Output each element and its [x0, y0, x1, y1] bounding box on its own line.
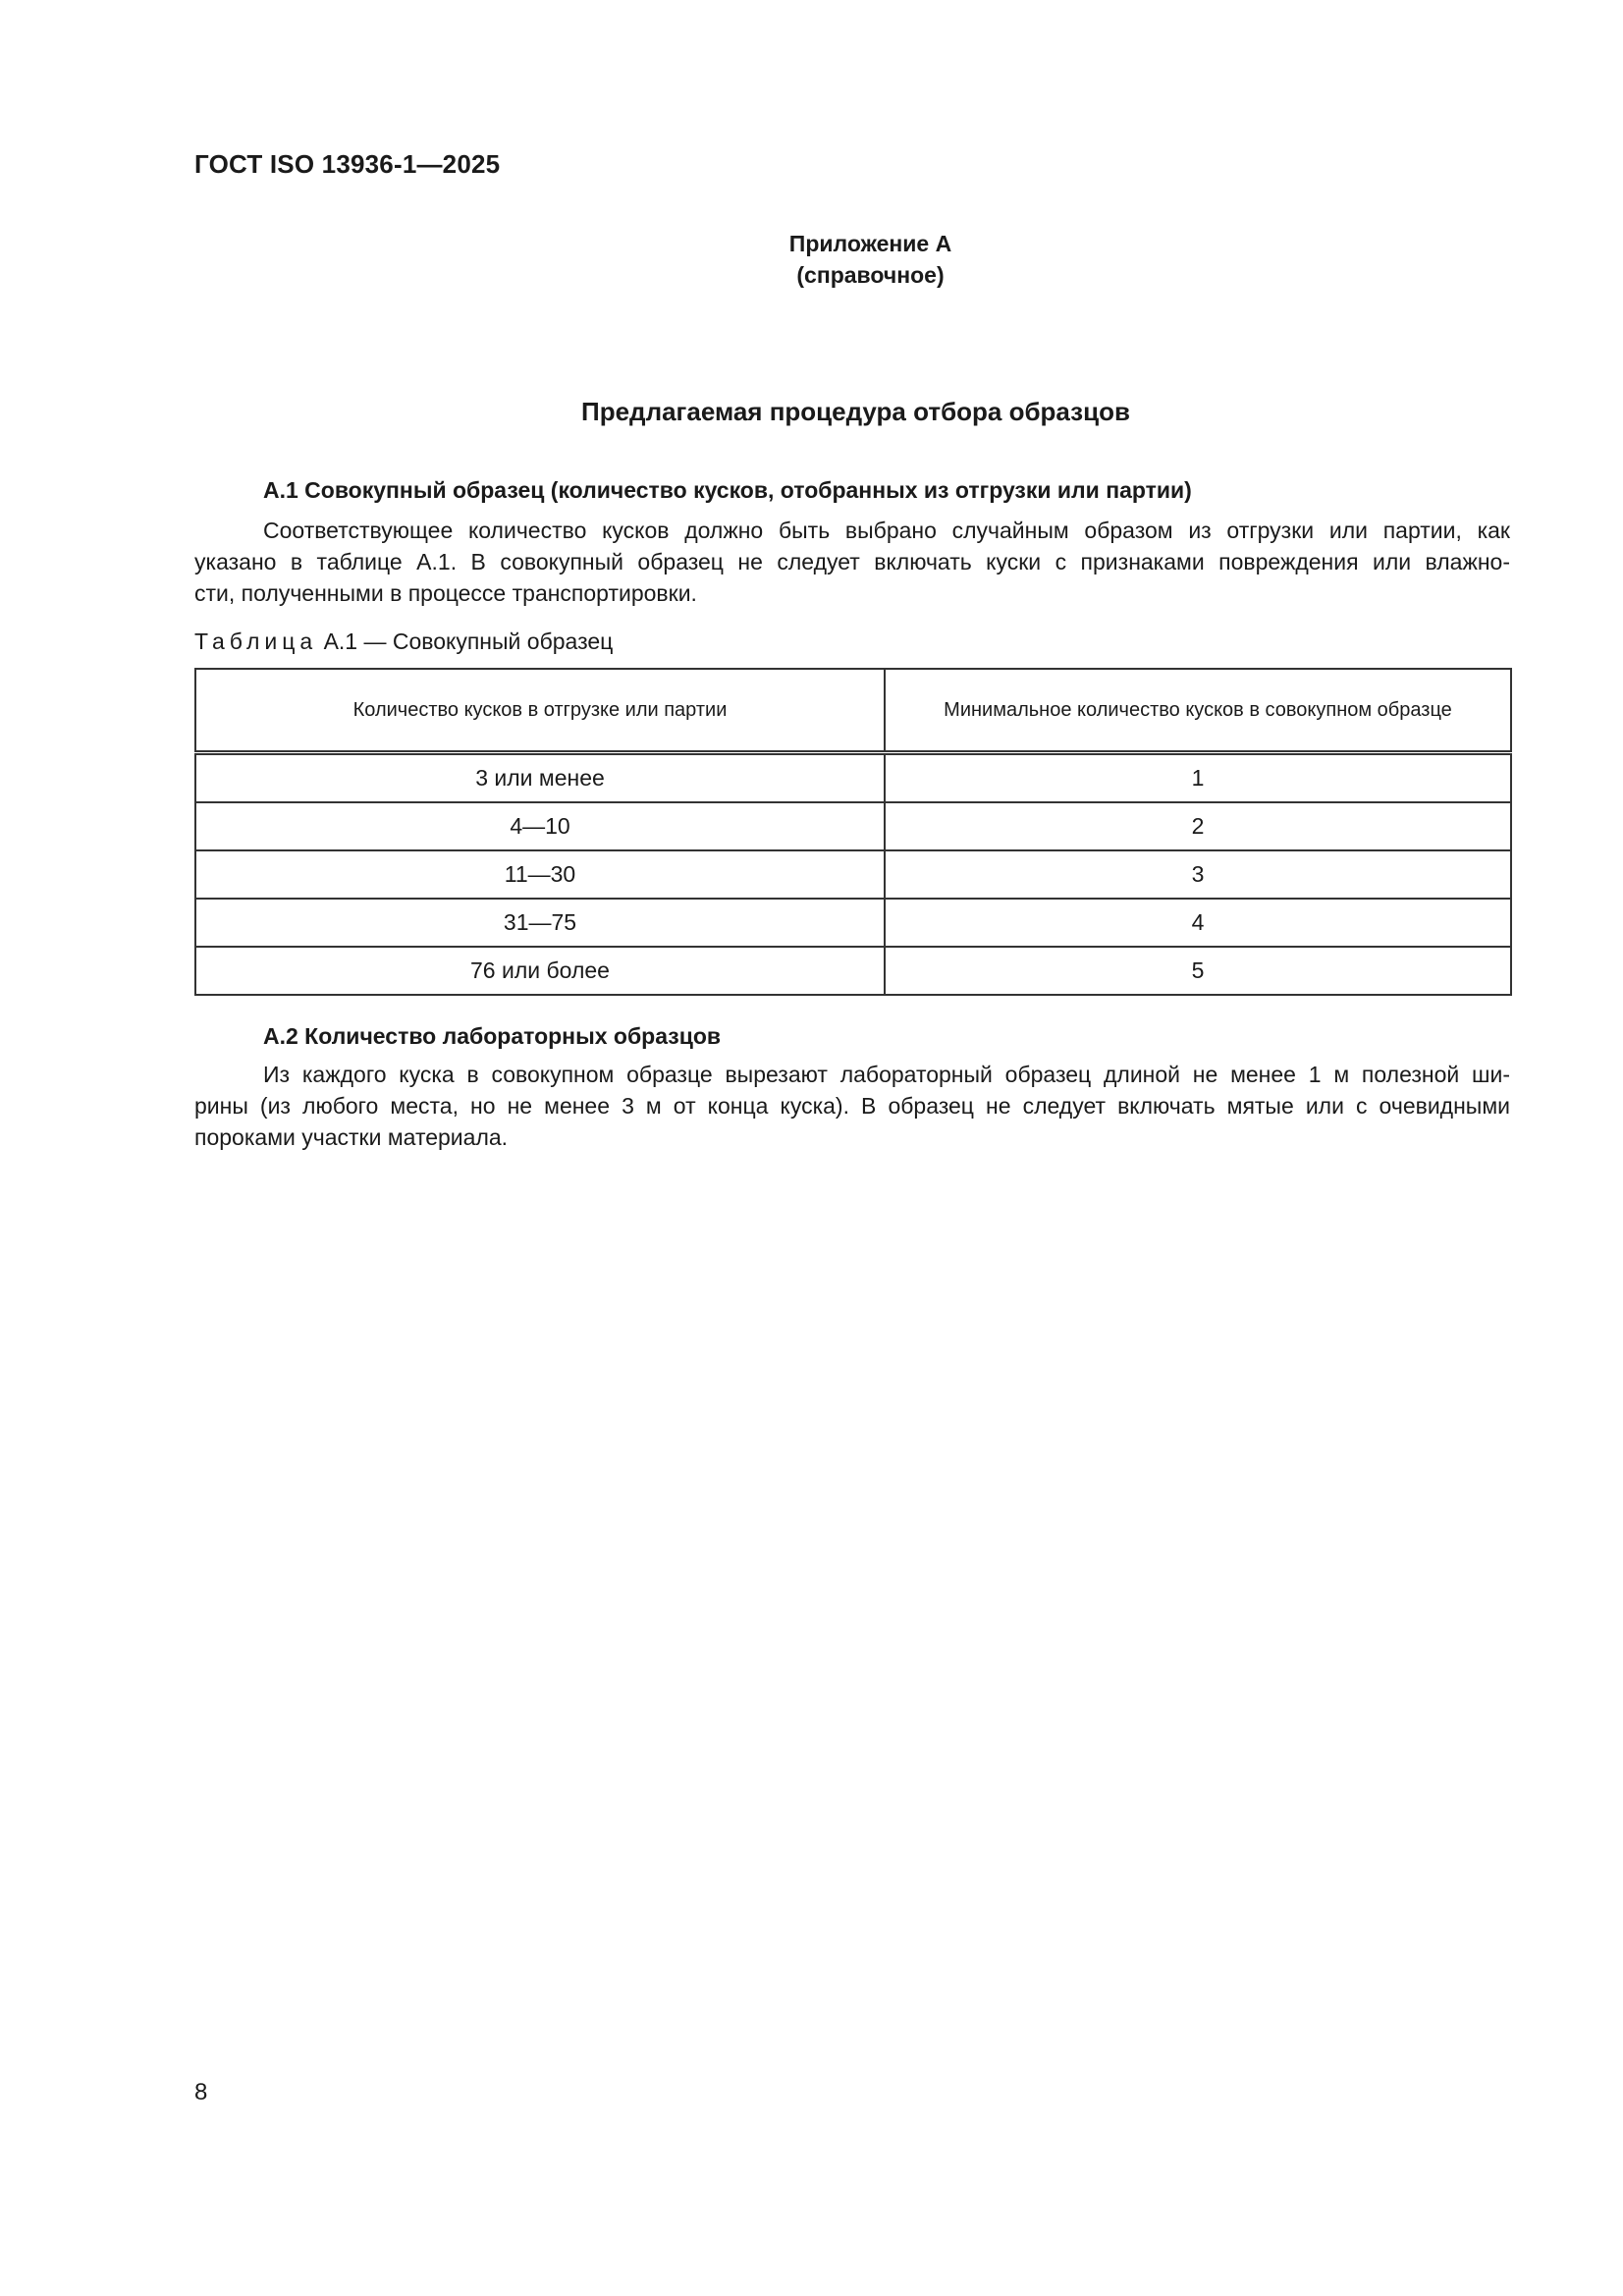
table-cell: 11—30 — [195, 850, 885, 899]
table-cell: 3 или менее — [195, 753, 885, 803]
sample-size-table — [194, 668, 1512, 996]
paragraph-line: Соответствующее количество кусков должно быть выбрано случайным образом из отгрузки или партии, как — [263, 518, 1510, 543]
table-cell: 31—75 — [195, 899, 885, 947]
annex-block — [0, 228, 1623, 291]
table-cell: 2 — [885, 802, 1511, 850]
table-row — [195, 850, 1511, 899]
paragraph-line: пороками участки материала. — [194, 1124, 509, 1150]
section-a2-paragraph — [194, 1059, 1510, 1153]
table-header-cell: Количество кусков в отгрузке или партии — [195, 669, 885, 753]
table-row — [195, 947, 1511, 995]
paragraph-line: сти, полученными в процессе транспортировки. — [194, 580, 697, 606]
table-caption-prefix: Таблица — [194, 629, 318, 654]
document-title: Предлагаемая процедура отбора образцов — [581, 397, 1130, 426]
paragraph-line: Из каждого куска в совокупном образце вырезают лабораторный образец длиной не менее 1 м полезной ши- — [263, 1062, 1510, 1087]
table-caption — [194, 629, 613, 655]
annex-status: (справочное) — [796, 262, 945, 288]
table-cell: 4—10 — [195, 802, 885, 850]
section-a1-paragraph — [194, 515, 1510, 609]
table-row — [195, 802, 1511, 850]
section-a1-heading: А.1 Совокупный образец (количество кусков, отобранных из отгрузки или партии) — [263, 477, 1192, 503]
page-number: 8 — [194, 2079, 208, 2105]
table-header-row — [195, 669, 1511, 753]
standard-code-header: ГОСТ ISO 13936-1—2025 — [194, 149, 501, 179]
paragraph-line: указано в таблице А.1. В совокупный образец не следует включать куски с признаками повреждения или влажно- — [194, 549, 1510, 574]
table-cell: 4 — [885, 899, 1511, 947]
table-header-cell: Минимальное количество кусков в совокупном образце — [885, 669, 1511, 753]
table-cell: 3 — [885, 850, 1511, 899]
table-cell: 5 — [885, 947, 1511, 995]
table-row — [195, 753, 1511, 803]
table-cell: 1 — [885, 753, 1511, 803]
annex-title: Приложение А — [788, 231, 952, 256]
table-cell: 76 или более — [195, 947, 885, 995]
section-a2-heading: А.2 Количество лабораторных образцов — [263, 1023, 722, 1049]
paragraph-line: рины (из любого места, но не менее 3 м от конца куска). В образец не следует включать мятые или с очевидными — [194, 1093, 1510, 1119]
table-row — [195, 899, 1511, 947]
table-caption-text: А.1 — Совокупный образец — [317, 629, 614, 654]
